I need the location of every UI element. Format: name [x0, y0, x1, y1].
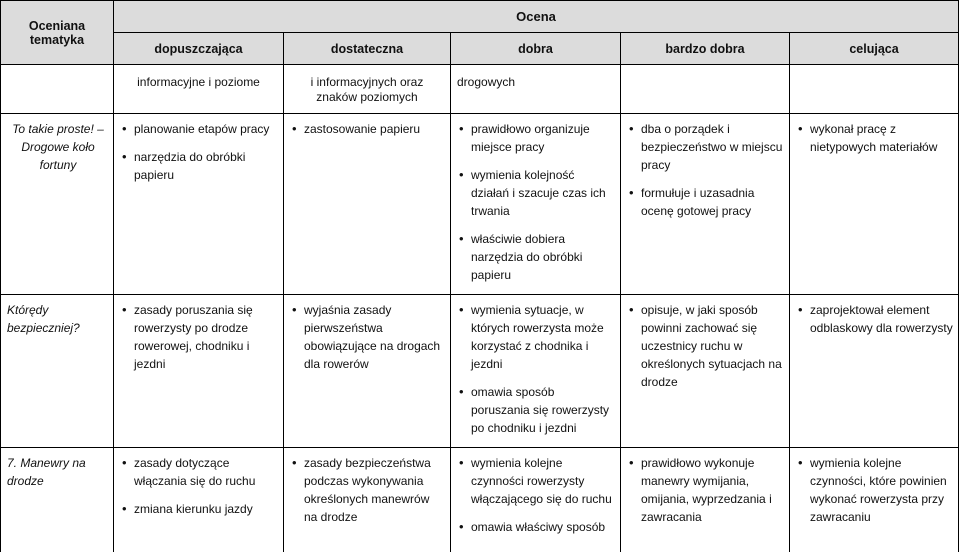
info-text: informacyjne i poziome — [137, 75, 260, 89]
criteria-cell-dostateczna — [284, 448, 451, 552]
topic-cell — [1, 448, 114, 552]
criterion-item: • wymienia kolejne czynności, które powinien wykonać rowerzysta przy zawracaniu — [810, 454, 953, 526]
criterion-item: • narzędzia do obróbki papieru — [134, 148, 278, 184]
criterion-item: • zasady bezpieczeństwa podczas wykonywania określonych manewrów na drodze — [304, 454, 445, 526]
info-cell-5 — [790, 65, 959, 114]
grade-header-celujaca: celująca — [790, 33, 959, 65]
criterion-item: • omawia właściwy sposób — [471, 518, 615, 536]
criteria-cell-bardzo-dobra — [621, 114, 790, 295]
grade-header-dobra: dobra — [451, 33, 621, 65]
criteria-cell-dostateczna — [284, 295, 451, 448]
topic-title: Którędy bezpieczniej? — [7, 303, 80, 335]
topic-cell — [1, 114, 114, 295]
topic-title: To takie proste! – Drogowe koło fortuny — [12, 122, 104, 172]
header-row-grades — [1, 33, 959, 65]
criterion-item: • zasady poruszania się rowerzysty po drodze rowerowej, chodniku i jezdni — [134, 301, 278, 373]
criterion-item: • formułuje i uzasadnia ocenę gotowej pracy — [641, 184, 784, 220]
criterion-item: • prawidłowo wykonuje manewry wymijania, omijania, wyprzedzania i zawracania — [641, 454, 784, 526]
criteria-cell-celujaca — [790, 295, 959, 448]
info-cell-4 — [621, 65, 790, 114]
criterion-item: • zasady dotyczące włączania się do ruchu — [134, 454, 278, 490]
criterion-item: • właściwie dobiera narzędzia do obróbki papieru — [471, 230, 615, 284]
grade-group-header: Ocena — [114, 1, 959, 33]
criterion-item: • zastosowanie papieru — [304, 120, 445, 138]
criterion-item: • wyjaśnia zasady pierwszeństwa obowiązujące na drogach dla rowerów — [304, 301, 445, 373]
grade-header-dostateczna: dostateczna — [284, 33, 451, 65]
criterion-item: • opisuje, w jaki sposób powinni zachować się uczestnicy ruchu w określonych sytuacjach na drodze — [641, 301, 784, 391]
table-row — [1, 114, 959, 295]
criteria-cell-celujaca — [790, 448, 959, 552]
criteria-cell-bardzo-dobra — [621, 448, 790, 552]
criteria-cell-bardzo-dobra — [621, 295, 790, 448]
topic-cell — [1, 295, 114, 448]
criterion-item: • wymienia kolejne czynności rowerzysty włączającego się do ruchu — [471, 454, 615, 508]
info-cell-2 — [284, 65, 451, 114]
criteria-cell-dobra — [451, 114, 621, 295]
criterion-item: • wykonał pracę z nietypowych materiałów — [810, 120, 953, 156]
grade-header-bardzo-dobra: bardzo dobra — [621, 33, 790, 65]
topic-title: 7. Manewry na drodze — [7, 456, 86, 488]
table-row — [1, 448, 959, 552]
criterion-item: • planowanie etapów pracy — [134, 120, 278, 138]
criteria-cell-dopuszczajaca — [114, 448, 284, 552]
info-cell-1 — [114, 65, 284, 114]
criterion-item: • wymienia kolejność działań i szacuje czas ich trwania — [471, 166, 615, 220]
criterion-item: • prawidłowo organizuje miejsce pracy — [471, 120, 615, 156]
criterion-item: • wymienia sytuacje, w których rowerzysta może korzystać z chodnika i jezdni — [471, 301, 615, 373]
criteria-cell-dostateczna — [284, 114, 451, 295]
criterion-item: • dba o porządek i bezpieczeństwo w miejscu pracy — [641, 120, 784, 174]
criterion-item: • omawia sposób poruszania się rowerzysty po chodniku i jezdni — [471, 383, 615, 437]
header-row-top — [1, 1, 959, 33]
info-text: drogowych — [457, 75, 516, 89]
criterion-item: • zaprojektował element odblaskowy dla rowerzysty — [810, 301, 953, 337]
info-cell-3 — [451, 65, 621, 114]
topic-column-header: Oceniana tematyka — [1, 1, 114, 65]
criteria-cell-dopuszczajaca — [114, 114, 284, 295]
info-topic-cell — [1, 65, 114, 114]
criteria-cell-dopuszczajaca — [114, 295, 284, 448]
info-row — [1, 65, 959, 114]
info-text: i informacyjnych oraz znaków poziomych — [310, 75, 424, 104]
criteria-cell-dobra — [451, 295, 621, 448]
table-row — [1, 295, 959, 448]
criterion-item: • zmiana kierunku jazdy — [134, 500, 278, 518]
grade-header-dopuszczajaca: dopuszczająca — [114, 33, 284, 65]
criteria-cell-dobra — [451, 448, 621, 552]
criteria-cell-celujaca — [790, 114, 959, 295]
